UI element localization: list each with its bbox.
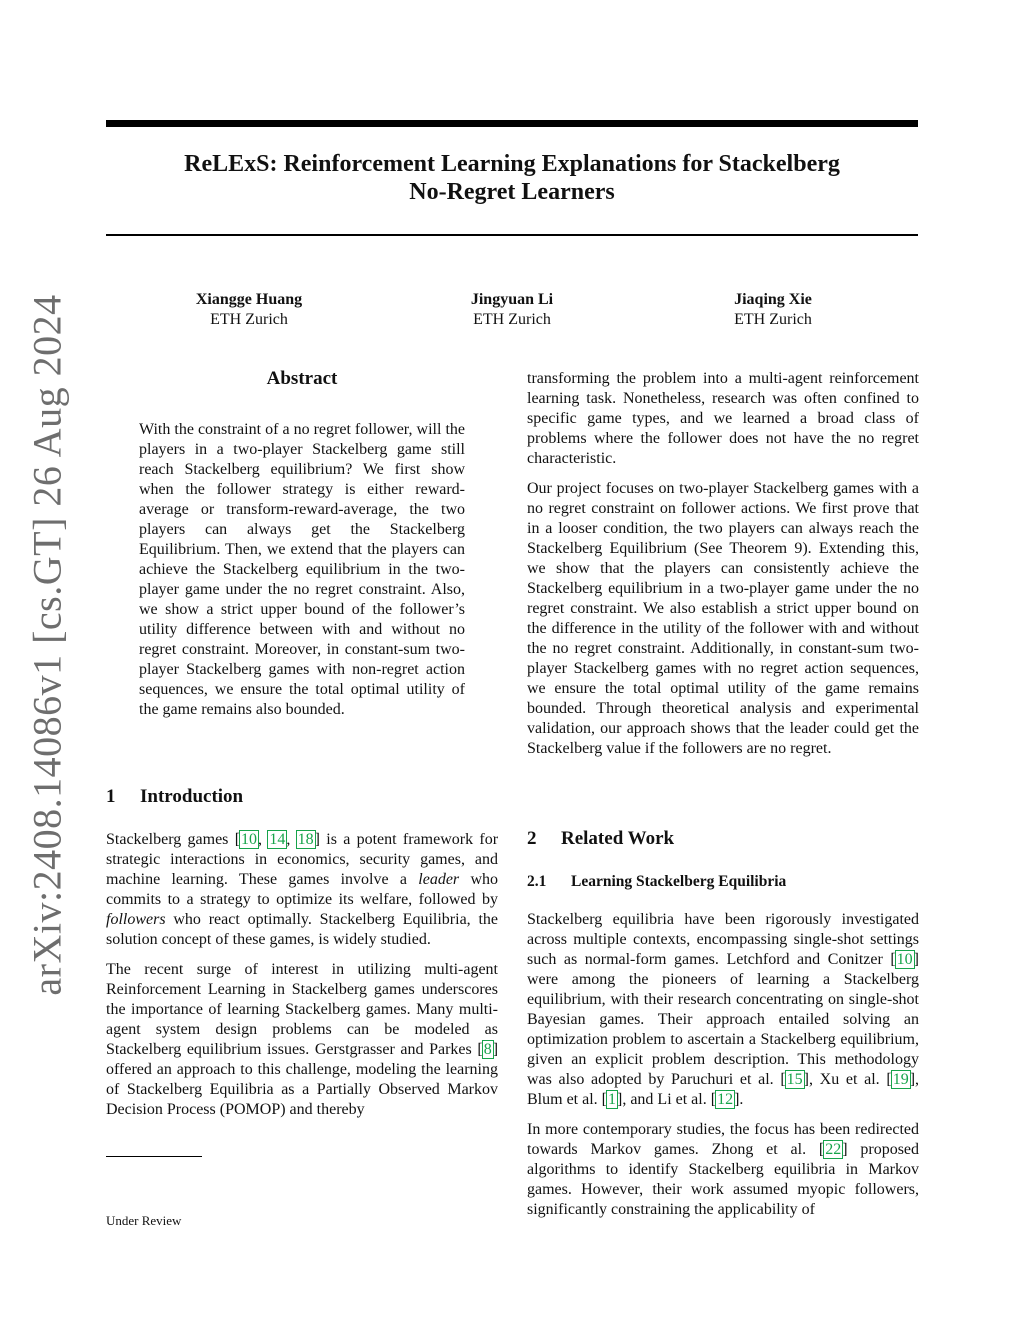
text-run: , and Li et al. xyxy=(622,1091,707,1108)
abstract-text: With the constraint of a no regret follower, will the players in a two-player Stackelberg game still reach Stackelberg equilibrium? We first show when the follower strategy is either reward-average or transform-reward-average, the two players can always get the Stackelberg Equilibrium. Then, we extend that the players can achieve the Stackelberg equilibrium in the two-player game under the no regret constraint. Also, we show a strict upper bound of the follower’s utility difference between with and without no regret constraint. Moreover, in constant-sum two-player Stackelberg games with non-regret action sequences, we ensure the total optimal utility of the game remains also bounded. xyxy=(139,421,465,718)
title-top-rule xyxy=(106,120,918,127)
author-name: Xiangge Huang xyxy=(195,291,303,308)
emphasis-followers: followers xyxy=(106,911,166,928)
citation-link[interactable]: 12 xyxy=(717,1091,734,1108)
abstract-heading: Abstract xyxy=(266,368,338,389)
citation-link[interactable]: 10 xyxy=(241,831,258,848)
text-run: . xyxy=(739,1091,744,1108)
subsection-number: 2.1 xyxy=(527,873,547,890)
title-line-1: ReLExS: Reinforcement Learning Explanations for Stackelberg xyxy=(184,151,840,177)
citation-link[interactable]: 22 xyxy=(825,1141,842,1158)
section-title: Introduction xyxy=(140,786,244,807)
citation-link[interactable]: 10 xyxy=(896,951,913,968)
right-paragraph-1: transforming the problem into a multi-agent reinforcement learning task. Nonetheless, research was often confined to specific game types, and we learned a broad class of problems where the follower does not have the no regret characteristic. xyxy=(527,370,919,467)
author-name: Jiaqing Xie xyxy=(734,291,812,308)
emphasis-leader: leader xyxy=(418,871,460,888)
related-paragraph-1: Stackelberg equilibria have been rigorously investigated across multiple contexts, encompassing single-shot settings such as normal-form games. Letchford and Conitzer [10] were among the pioneers of learning a Stackelberg equilibrium, with their research concentrating on single-shot Bayesian games. Their approach entailed solving an optimization problem to ascertain a Stackelberg equilibrium, given an explicit problem description. This methodology was also adopted by Paruchuri et al. [15], Xu et al. [19], Blum et al. [1], and Li et al. [12]. xyxy=(527,911,920,1108)
text-run: offered an approach to this challenge, modeling the learning of Stackelberg Equilibria as a Partially Observed Markov Decision Process (POMOP) and thereby xyxy=(106,1061,498,1118)
right-column-intro-continued xyxy=(527,369,919,759)
author-2 xyxy=(392,290,632,330)
title-line-2: No-Regret Learners xyxy=(409,179,615,205)
text-run: Stackelberg equilibria have been rigorously investigated across multiple contexts, encompassing single-shot settings such as normal-form games. Letchford and Conitzer xyxy=(527,911,919,968)
citation-link[interactable]: 19 xyxy=(892,1071,909,1088)
section-number: 1 xyxy=(106,786,116,807)
citation-link[interactable]: 8 xyxy=(483,1041,492,1058)
text-run: who react optimally. Stackelberg Equilibria, the solution concept of these games, is widely studied. xyxy=(106,911,499,948)
citation-link[interactable]: 18 xyxy=(297,831,314,848)
citation-link[interactable]: 1 xyxy=(607,1091,616,1108)
title-bottom-rule xyxy=(106,234,918,236)
text-run: is a potent framework for strategic interactions in economics, security games, and machine learning. These games involve a xyxy=(106,831,499,888)
text-run: The recent surge of interest in utilizing multi-agent Reinforcement Learning in Stackelberg games underscores the importance of learning Stackelberg games. Many multi-agent system design problems can be modeled as Stackelberg equilibrium issues. Gerstgrasser and Parkes xyxy=(106,961,498,1058)
paper-title xyxy=(106,150,918,206)
arxiv-identifier-sidebar: arXiv:2408.14086v1 [cs.GT] 26 Aug 2024 xyxy=(24,294,70,996)
related-paragraph-2: In more contemporary studies, the focus has been redirected towards Markov games. Zhong et al. [22] proposed algorithms to identify Stackelberg equilibria in Markov games. However, their work assumed myopic followers, significantly constraining the applicability of xyxy=(527,1121,920,1218)
intro-column xyxy=(106,830,498,1120)
right-paragraph-2: Our project focuses on two-player Stackelberg games with a no regret constraint on follower actions. We first prove that in a looser condition, the two players can always reach the Stackelberg Equilibrium (See Theorem 9). Extending this, we show that the players can consistently achieve the Stackelberg equilibrium in a two-player game under the no regret constraint. We also establish a strict upper bound on the difference in the utility of the follower with and without the no regret constraint. Additionally, in constant-sum two-player Stackelberg games with no regret action sequences, we ensure the total optimal utility of the game remains bounded. Through theoretical analysis and experimental validation, our approach shows that the leader could get the Stackelberg value if the followers are no regret. xyxy=(527,480,919,757)
section-title: Related Work xyxy=(561,828,675,849)
citation-link[interactable]: 15 xyxy=(786,1071,803,1088)
text-run: Stackelberg games xyxy=(106,831,229,848)
section-number: 2 xyxy=(527,828,537,849)
section-heading-related-work xyxy=(527,828,674,850)
author-affiliation: ETH Zurich xyxy=(473,311,551,328)
text-run: , Xu et al. xyxy=(809,1071,880,1088)
subsection-title: Learning Stackelberg Equilibria xyxy=(571,873,787,890)
text-run: proposed algorithms to identify Stackelberg equilibria in Markov games. However, their work assumed myopic followers, significantly constraining the applicability of xyxy=(527,1141,920,1218)
text-run: who commits to a strategy to optimize its welfare, followed by xyxy=(106,871,499,908)
author-affiliation: ETH Zurich xyxy=(210,311,288,328)
text-run: were among the pioneers of learning a Stackelberg equilibrium, with their research concentrating on single-shot Bayesian games. Their approach entailed solving an optimization problem to ascertain a Stackelberg equilibrium, given an explicit problem description. This methodology was also adopted by Paruchuri et al. xyxy=(527,971,919,1088)
intro-paragraph-1: Stackelberg games [10, 14, 18] is a potent framework for strategic interactions in economics, security games, and machine learning. These games involve a leader who commits to a strategy to optimize its welfare, followed by followers who react optimally. Stackelberg Equilibria, the solution concept of these games, is widely studied. xyxy=(106,831,499,948)
footnote-rule xyxy=(106,1156,202,1157)
related-work-column xyxy=(527,910,919,1220)
author-3 xyxy=(653,290,893,330)
footnote: Under Review xyxy=(106,1213,182,1228)
author-affiliation: ETH Zurich xyxy=(734,311,812,328)
citation-link[interactable]: 14 xyxy=(269,831,286,848)
text-run: , Blum et al. xyxy=(527,1071,920,1108)
section-heading-introduction xyxy=(106,786,243,808)
intro-paragraph-2: The recent surge of interest in utilizing multi-agent Reinforcement Learning in Stackelberg games underscores the importance of learning Stackelberg games. Many multi-agent system design problems can be modeled as Stackelberg equilibrium issues. Gerstgrasser and Parkes [8] offered an approach to this challenge, modeling the learning of Stackelberg Equilibria as a Partially Observed Markov Decision Process (POMOP) and thereby xyxy=(106,961,499,1118)
author-1 xyxy=(129,290,369,330)
author-name: Jingyuan Li xyxy=(470,291,554,308)
text-run: In more contemporary studies, the focus has been redirected towards Markov games. Zhong et al. xyxy=(527,1121,919,1158)
subsection-heading-learning-stackelberg xyxy=(527,873,786,891)
